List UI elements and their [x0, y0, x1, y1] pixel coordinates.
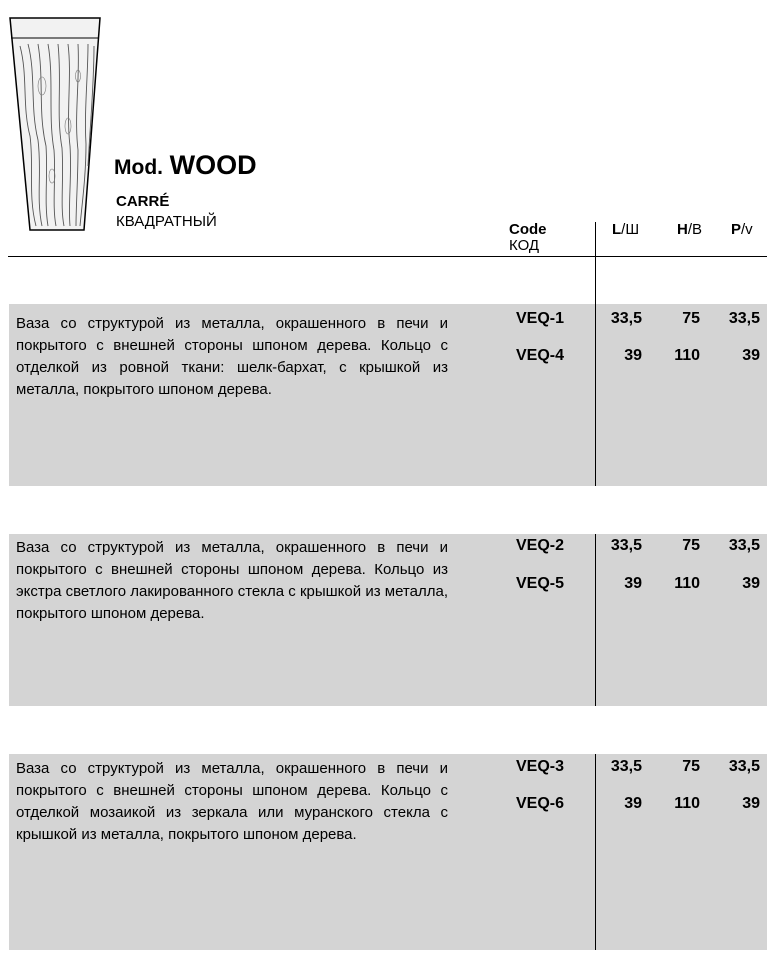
column-header-length — [612, 222, 639, 238]
product-description: Ваза со структурой из металла, окрашенного в печи и покрытого с внешней стороны шпоном дерева. Кольцо с отделкой мозаикой из зеркала или муранского стекла с крышкой из металла, покрытого шпоном дерева. — [16, 760, 448, 843]
column-divider — [595, 534, 596, 706]
model-name: WOOD — [169, 150, 257, 180]
height-value: 110 — [674, 795, 700, 812]
depth-value: 39 — [742, 795, 760, 812]
product-code: VEQ-3 — [516, 758, 565, 775]
model-title — [114, 150, 257, 181]
model-prefix: Mod. — [114, 156, 163, 179]
product-code: VEQ-4 — [516, 347, 565, 364]
height-header-ru: /В — [687, 221, 703, 238]
depth-value: 33,5 — [728, 758, 760, 775]
shape-label-ru: КВАДРАТНЫЙ — [116, 213, 217, 230]
shape-label: CARRÉ — [116, 193, 170, 210]
code-header-ru: КОД — [509, 237, 540, 254]
product-code: VEQ-6 — [516, 795, 565, 812]
length-value: 33,5 — [610, 310, 642, 327]
column-divider — [595, 754, 596, 950]
header-rule — [8, 256, 767, 257]
depth-value: 33,5 — [728, 537, 760, 554]
height-value: 75 — [682, 310, 700, 327]
height-value: 75 — [682, 537, 700, 554]
column-header-height — [677, 222, 702, 238]
height-header: H — [677, 221, 688, 238]
code-header: Code — [509, 221, 547, 238]
depth-value: 39 — [742, 347, 760, 364]
length-header-ru: /Ш — [621, 221, 640, 238]
depth-header-ru: /v — [741, 221, 753, 238]
length-value: 39 — [624, 795, 642, 812]
length-header: L — [612, 221, 622, 238]
length-value: 33,5 — [610, 758, 642, 775]
depth-header: P — [731, 221, 742, 238]
vase-illustration — [8, 16, 104, 234]
column-header-depth — [731, 222, 753, 238]
product-description: Ваза со структурой из металла, окрашенного в печи и покрытого с внешней стороны шпоном дерева. Кольцо с отделкой из ровной ткани: шелк-бархат, с крышкой из металла, покрытого шпоном дерева. — [16, 315, 448, 398]
height-value: 110 — [674, 575, 700, 592]
product-code: VEQ-5 — [516, 575, 565, 592]
product-code: VEQ-1 — [516, 310, 565, 327]
product-description: Ваза со структурой из металла, окрашенного в печи и покрытого с внешней стороны шпоном дерева. Кольцо из экстра светлого лакированного стекла с крышкой из металла, покрытого шпоном дерева. — [16, 539, 448, 622]
length-value: 39 — [624, 575, 642, 592]
column-header-code — [509, 222, 547, 254]
height-value: 75 — [682, 758, 700, 775]
depth-value: 39 — [742, 575, 760, 592]
depth-value: 33,5 — [728, 310, 760, 327]
height-value: 110 — [674, 347, 700, 364]
length-value: 33,5 — [610, 537, 642, 554]
length-value: 39 — [624, 347, 642, 364]
product-code: VEQ-2 — [516, 537, 565, 554]
